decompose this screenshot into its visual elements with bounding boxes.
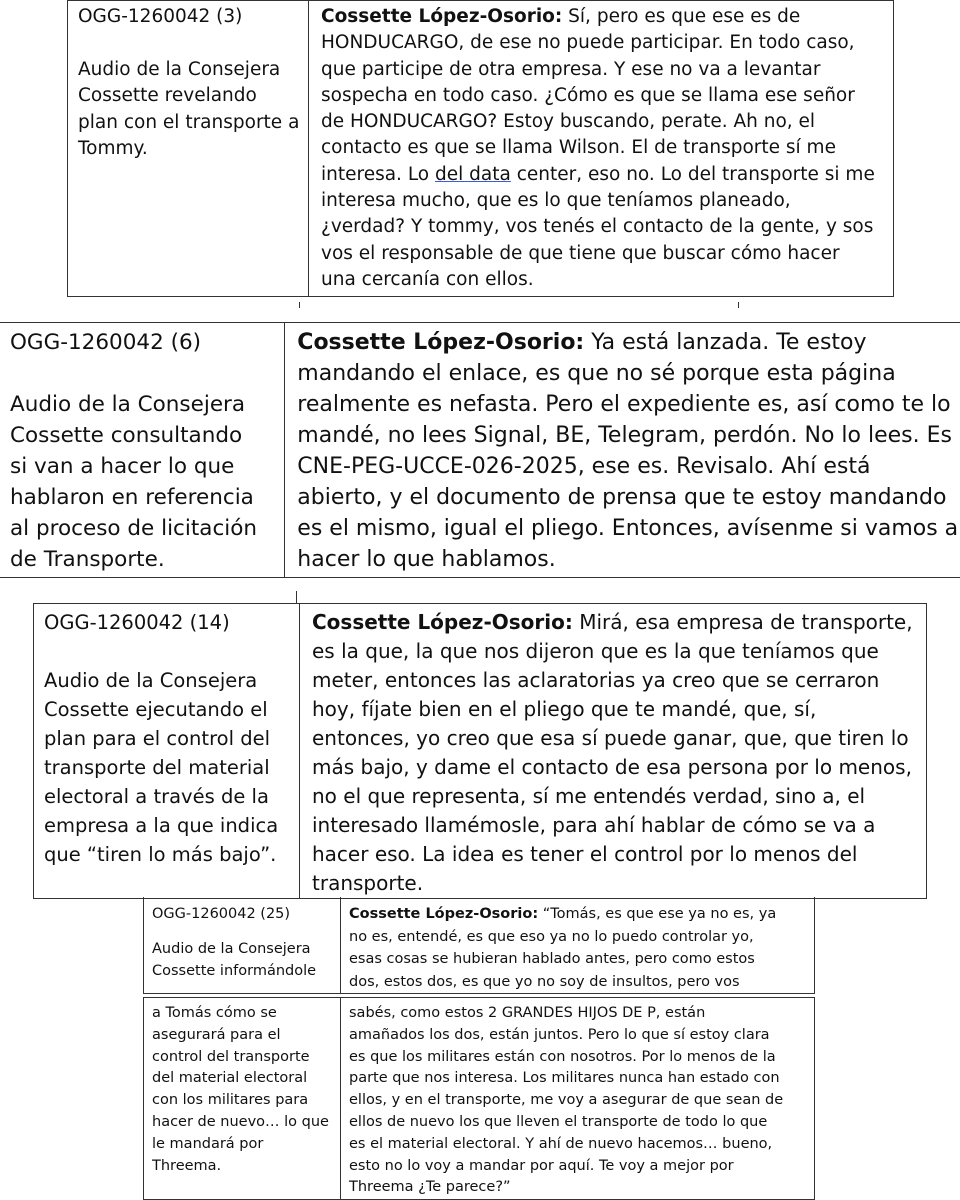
table-row (0, 323, 960, 578)
speaker-name: Cossette López-Osorio: (321, 6, 563, 27)
transcript-line: contacto es que se llama Wilson. El de transporte sí me (321, 137, 836, 159)
transcript-line: es la que, la que nos dijeron que es la que teníamos que (312, 639, 879, 663)
underlined-text: del data (435, 163, 511, 185)
transcript-line: ¿verdad? Y tommy, vos tenés el contacto de la gente, y sos (321, 216, 874, 238)
transcript-cell (341, 897, 815, 994)
transcript-line: que participe de otra empresa. Y ese no va a levantar (321, 58, 821, 80)
transcript-line: parte que nos interesa. Los militares nunca han estado con (349, 1070, 780, 1087)
transcript-line: ellos de nuevo los que lleven el transporte de todo lo que (349, 1113, 768, 1130)
table-row (68, 1, 894, 297)
transcript-line: hoy, fíjate bien en el pliego que te mandé, que, sí, (312, 697, 817, 721)
transcript-line: sabés, como estos 2 GRANDES HIJOS DE P, están (349, 1005, 706, 1021)
transcript-line: es el material electoral. Y ahí de nuevo hacemos… bueno, (349, 1135, 773, 1152)
transcript-line: hacer eso. La idea es tener el control por lo menos del (312, 842, 858, 866)
description-line: plan para el control del (44, 727, 270, 750)
transcript-line: Cossette López-Osorio: Sí, pero es que ese es de (321, 6, 801, 27)
transcript-line: interesa mucho, que es lo que teníamos planeado, (321, 190, 791, 212)
transcript-line: interesado llamémosle, para ahí hablar de cómo se va a (312, 813, 876, 837)
description-line: hacer de nuevo… lo que (152, 1113, 329, 1130)
description-cell (0, 323, 285, 578)
transcript-line: amañados los dos, están juntos. Pero lo que sí estoy clara (349, 1026, 770, 1043)
transcript-line: vos el responsable de que tiene que buscar cómo hacer (321, 242, 840, 264)
transcript-line: no es, entendé, es que eso ya no lo puedo controlar yo, (349, 928, 754, 945)
description-line: a Tomás cómo se (152, 1005, 277, 1021)
audio-id: OGG-1260042 (6) (10, 330, 202, 355)
audio-id: OGG-1260042 (3) (78, 6, 243, 27)
description-line: electoral a través de la (44, 785, 269, 808)
transcript-line: entonces, yo creo que esa sí puede ganar, que, que tiren lo (312, 726, 909, 750)
transcript-line: meter, entonces las aclaratorias ya creo que se cerraron (312, 668, 880, 692)
divider-tick (738, 302, 739, 308)
description-line: Tommy. (78, 138, 148, 159)
divider-tick (296, 591, 297, 603)
transcript-cell (341, 998, 815, 1200)
transcript-line: es que los militares están con nosotros. Por lo menos de la (349, 1048, 776, 1065)
transcript-line: de HONDUCARGO? Estoy buscando, perate. Ah no, el (321, 111, 816, 133)
transcript-line: abierto, y el documento de prensa que te estoy mandando (297, 485, 947, 510)
description-line: control del transporte (152, 1048, 310, 1065)
transcript-line: Threema ¿Te parece?” (349, 1179, 511, 1196)
table-row (144, 897, 815, 994)
divider-tick (299, 302, 300, 308)
transcript-line: dos, estos dos, es que yo no soy de insultos, pero vos (349, 973, 740, 990)
description-line: Cossette ejecutando el (44, 698, 268, 721)
transcript-line: hacer lo que hablamos. (297, 547, 556, 572)
transcript-line: no el que representa, sí me entendés verdad, sino a, el (312, 784, 866, 808)
description-line: Cossette informándole (152, 963, 317, 979)
speaker-name: Cossette López-Osorio: (297, 330, 585, 355)
transcript-line: sospecha en todo caso. ¿Cómo es que se llama ese señor (321, 84, 855, 106)
description-line: si van a hacer lo que (10, 454, 235, 479)
description-cell (68, 1, 309, 297)
description-line: Cossette revelando (78, 85, 257, 106)
description-line: Threema. (152, 1157, 222, 1174)
description-cell (144, 998, 341, 1200)
description-line: Audio de la Consejera (10, 392, 246, 417)
transcript-line: más bajo, y dame el contacto de esa persona por lo menos, (312, 755, 912, 779)
transcript-line: Cossette López-Osorio: Mirá, esa empresa de transporte, (312, 610, 913, 634)
description-line: del material electoral (152, 1070, 308, 1087)
speaker-name: Cossette López-Osorio: (312, 610, 573, 634)
transcript-cell (309, 1, 894, 297)
description-cell (144, 897, 341, 994)
transcript-cell (285, 323, 960, 578)
transcript-line: Cossette López-Osorio: Ya está lanzada. Te estoy (297, 330, 867, 355)
description-cell (34, 604, 300, 899)
description-line: transporte del material (44, 756, 270, 779)
transcript-table-14 (33, 603, 927, 899)
transcript-line: Cossette López-Osorio: “Tomás, es que ese ya no es, ya (349, 906, 777, 922)
transcript-line: una cercanía con ellos. (321, 268, 534, 290)
description-line: de Transporte. (10, 547, 165, 572)
transcript-line: CNE-PEG-UCCE-026-2025, ese es. Revisalo. Ahí está (297, 454, 871, 479)
transcript-line: ellos, y en el transporte, me voy a asegurar de que sean de (349, 1092, 784, 1109)
transcript-table-3 (67, 0, 894, 297)
table-row (34, 604, 927, 899)
description-line: Audio de la Consejera (78, 58, 281, 80)
audio-id: OGG-1260042 (25) (152, 906, 291, 922)
description-line: Cossette consultando (10, 423, 243, 448)
speaker-name: Cossette López-Osorio: (349, 906, 539, 922)
description-line: hablaron en referencia (10, 485, 254, 510)
table-row (144, 998, 815, 1200)
description-line: asegurará para el (152, 1026, 281, 1043)
description-line: le mandará por (152, 1135, 264, 1152)
description-line: Audio de la Consejera (44, 669, 258, 692)
transcript-line: interesa. Lo del data center, eso no. Lo del transporte si me (321, 163, 875, 185)
description-line: con los militares para (152, 1092, 309, 1109)
transcript-line: mandando el enlace, es que no sé porque esta página (297, 361, 896, 386)
transcript-line: realmente es nefasta. Pero el expediente es, así como te lo (297, 392, 951, 417)
description-line: Audio de la Consejera (152, 940, 311, 957)
description-line: al proceso de licitación (10, 516, 258, 541)
transcript-line: mandé, no lees Signal, BE, Telegram, perdón. No lo lees. Es (297, 423, 952, 448)
description-line: que “tiren lo más bajo”. (44, 843, 277, 866)
transcript-table-25-part2 (143, 997, 815, 1200)
description-line: empresa a la que indica (44, 814, 279, 837)
description-line: plan con el transporte a (78, 111, 300, 133)
transcript-line: esto no lo voy a mandar por aquí. Te voy a mejor por (349, 1157, 734, 1174)
transcript-table-25-part1 (143, 897, 815, 994)
transcript-line: es el mismo, igual el pliego. Entonces, avísenme si vamos a (297, 516, 959, 541)
transcript-line: HONDUCARGO, de ese no puede participar. En todo caso, (321, 32, 855, 54)
transcript-line: esas cosas se hubieran hablado antes, pero como estos (349, 951, 755, 967)
transcript-cell (300, 604, 927, 899)
transcript-table-6 (0, 322, 960, 578)
transcript-line: transporte. (312, 871, 424, 895)
audio-id: OGG-1260042 (14) (44, 611, 230, 634)
